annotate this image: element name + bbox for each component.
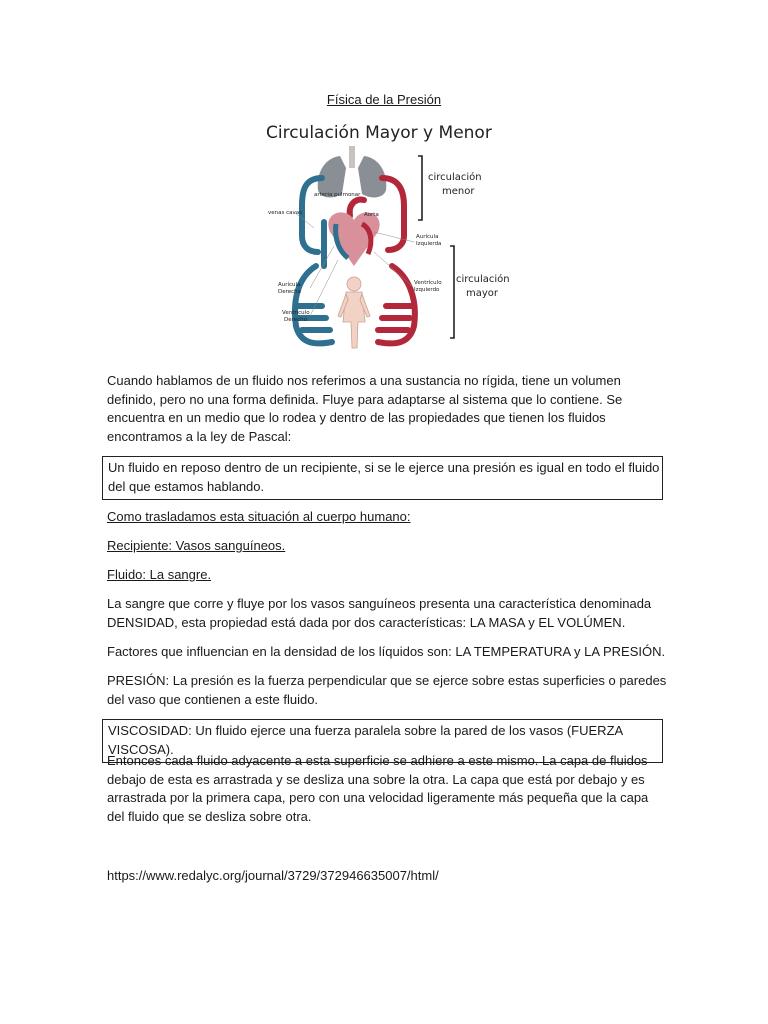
subtitle-body: Como trasladamos esta situación al cuerpo humano: [107, 509, 411, 524]
viscosity-box: VISCOSIDAD: Un fluido ejerce una fuerza paralela sobre la pared de los vasos (FUERZA VISCOSA). [102, 719, 663, 763]
heart-icon [328, 212, 379, 266]
diagram-heading: Circulación Mayor y Menor [266, 123, 492, 143]
label-ventriculo-derecho-2: Derecho [284, 317, 308, 323]
pressure-paragraph: PRESIÓN: La presión es la fuerza perpendicular que se ejerce sobre estas superficies o paredes del vaso que contienen a este fluido. [107, 673, 667, 707]
bracket-mayor [450, 246, 454, 338]
label-auricula-derecha-1: Aurícula [278, 282, 301, 288]
bracket-menor [418, 156, 422, 220]
label-circulacion-menor-1: circulación [428, 172, 482, 183]
density-paragraph: La sangre que corre y fluye por los vasos sanguíneos presenta una característica denominada DENSIDAD, esta propiedad está dada por dos características: LA MASA y EL VOLÚMEN. [107, 596, 652, 630]
label-auricula-derecha-2: Derecha [278, 289, 302, 295]
viscosity-explanation: Entonces cada fluido adyacente a esta superficie se adhiere a este mismo. La capa de fluidos debajo de esta es arrastrada y se desliza una sobre la otra. La capa que está por debajo y es arrastrada por la primera capa, pero con una velocidad ligeramente más pequeña que la capa del fluido que se desliza sobre otra. [107, 753, 649, 824]
circulation-diagram [252, 116, 514, 360]
label-ventriculo-izquierdo-1: Ventrículo [414, 280, 442, 286]
label-venas-cavas: venas cavas [268, 210, 302, 216]
fluid-definition: Fluido: La sangre. [107, 567, 212, 582]
label-circulacion-mayor-1: circulación [456, 274, 510, 285]
label-circulacion-menor-2: menor [442, 186, 475, 197]
lungs-icon [318, 146, 387, 197]
circulation-diagram-svg [252, 116, 514, 360]
label-aorta: Aorta [364, 212, 379, 218]
pascal-law-box: Un fluido en reposo dentro de un recipiente, si se le ejerce una presión es igual en todo el fluido del que estamos hablando. [102, 456, 663, 500]
label-ventriculo-izquierdo-2: Izquierdo [414, 287, 440, 293]
page-title: Física de la Presión [326, 92, 442, 107]
human-body-icon [338, 277, 370, 348]
label-arteria-pulmonar: arteria pulmonar [314, 192, 361, 198]
density-factors-paragraph: Factores que influencian en la densidad de los líquidos son: LA TEMPERATURA y LA PRESIÓN. [107, 644, 666, 659]
label-auricula-izquierda-2: Izquierda [416, 241, 442, 247]
intro-paragraph: Cuando hablamos de un fluido nos referimos a una sustancia no rígida, tiene un volumen definido, pero no una forma definida. Fluye para adaptarse al sistema que lo contiene. Se encuentra en un medio que lo rodea y dentro de las propiedades que tienen los fluidos encontramos a la ley de Pascal: [107, 373, 623, 444]
label-circulacion-mayor-2: mayor [466, 288, 499, 299]
container-definition: Recipiente: Vasos sanguíneos. [107, 538, 286, 553]
label-auricula-izquierda-1: Aurícula [416, 234, 439, 240]
label-ventriculo-derecho-1: Ventrículo [282, 310, 310, 316]
reference-link[interactable]: https://www.redalyc.org/journal/3729/372946635007/html/ [107, 868, 439, 883]
